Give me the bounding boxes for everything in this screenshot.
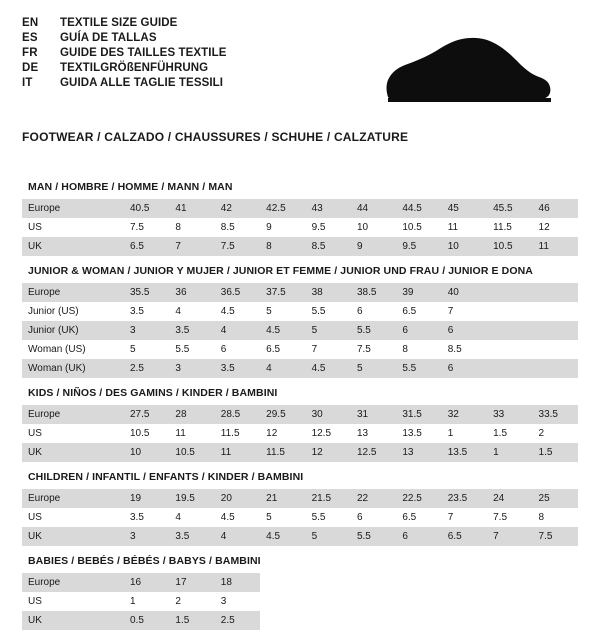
cell: 6 <box>442 321 487 340</box>
cell: 7.5 <box>124 218 169 237</box>
cell: 31.5 <box>396 405 441 424</box>
cell <box>533 611 578 630</box>
cell: 5 <box>260 302 305 321</box>
size-table <box>22 573 578 630</box>
cell <box>533 302 578 321</box>
row-label: US <box>22 592 124 611</box>
cell <box>260 573 305 592</box>
cell: 5 <box>306 527 351 546</box>
cell: 1.5 <box>487 424 532 443</box>
cell: 40.5 <box>124 199 169 218</box>
cell: 6 <box>215 340 260 359</box>
cell: 6 <box>442 359 487 378</box>
cell <box>442 592 487 611</box>
cell: 4.5 <box>215 508 260 527</box>
section-title: KIDS / NIÑOS / DES GAMINS / KINDER / BAMBINI <box>28 387 278 399</box>
cell <box>351 592 396 611</box>
cell: 2.5 <box>215 611 260 630</box>
table-row <box>22 405 578 424</box>
cell: 33.5 <box>533 405 578 424</box>
cell: 13.5 <box>396 424 441 443</box>
cell: 12 <box>533 218 578 237</box>
cell: 11 <box>169 424 214 443</box>
cell: 12.5 <box>351 443 396 462</box>
cell: 6.5 <box>260 340 305 359</box>
cell: 9 <box>260 218 305 237</box>
cell: 11 <box>533 237 578 256</box>
cell: 20 <box>215 489 260 508</box>
cell: 10.5 <box>124 424 169 443</box>
cell: 6 <box>351 508 396 527</box>
cell: 11.5 <box>260 443 305 462</box>
table-row <box>22 199 578 218</box>
table-row <box>22 340 578 359</box>
cell: 1 <box>124 592 169 611</box>
row-label: US <box>22 508 124 527</box>
cell <box>533 573 578 592</box>
cell: 3.5 <box>124 508 169 527</box>
cell: 42.5 <box>260 199 305 218</box>
row-label: Europe <box>22 283 124 302</box>
cell: 6 <box>351 302 396 321</box>
page-title: FOOTWEAR / CALZADO / CHAUSSURES / SCHUHE / CALZATURE <box>22 130 409 144</box>
cell: 3.5 <box>124 302 169 321</box>
cell: 1 <box>487 443 532 462</box>
cell: 5.5 <box>306 508 351 527</box>
cell <box>260 592 305 611</box>
cell: 8.5 <box>215 218 260 237</box>
cell: 46 <box>533 199 578 218</box>
cell: 6 <box>396 527 441 546</box>
language-row <box>22 63 227 78</box>
section-title: CHILDREN / INFANTIL / ENFANTS / KINDER / BAMBINI <box>28 471 304 483</box>
cell: 7 <box>442 302 487 321</box>
table-row <box>22 443 578 462</box>
page-header <box>22 18 578 116</box>
cell: 3 <box>124 527 169 546</box>
cell: 29.5 <box>260 405 305 424</box>
table-row <box>22 508 578 527</box>
language-code: IT <box>22 77 33 89</box>
cell: 10 <box>351 218 396 237</box>
section-man <box>22 172 578 256</box>
cell <box>533 359 578 378</box>
cell <box>487 573 532 592</box>
cell: 41 <box>169 199 214 218</box>
cell: 38.5 <box>351 283 396 302</box>
cell: 7 <box>169 237 214 256</box>
cell: 36.5 <box>215 283 260 302</box>
language-title: GUIDE DES TAILLES TEXTILE <box>60 47 227 59</box>
cell: 13.5 <box>442 443 487 462</box>
cell: 8 <box>169 218 214 237</box>
cell: 36 <box>169 283 214 302</box>
section-junior-woman <box>22 256 578 378</box>
cell: 38 <box>306 283 351 302</box>
cell: 7.5 <box>487 508 532 527</box>
cell <box>487 321 532 340</box>
table-row <box>22 573 578 592</box>
cell <box>487 611 532 630</box>
cell: 3.5 <box>169 321 214 340</box>
cell: 11 <box>215 443 260 462</box>
row-label: Woman (US) <box>22 340 124 359</box>
cell: 4.5 <box>260 527 305 546</box>
cell: 31 <box>351 405 396 424</box>
cell: 11.5 <box>215 424 260 443</box>
cell: 3.5 <box>169 527 214 546</box>
size-table <box>22 199 578 256</box>
cell: 7 <box>487 527 532 546</box>
cell: 8 <box>260 237 305 256</box>
cell: 24 <box>487 489 532 508</box>
cell: 7 <box>306 340 351 359</box>
cell: 5.5 <box>351 321 396 340</box>
cell: 3.5 <box>215 359 260 378</box>
cell: 11.5 <box>487 218 532 237</box>
cell: 28.5 <box>215 405 260 424</box>
cell: 4 <box>215 527 260 546</box>
cell: 19 <box>124 489 169 508</box>
cell: 22.5 <box>396 489 441 508</box>
cell: 2.5 <box>124 359 169 378</box>
language-row <box>22 18 227 33</box>
language-code: FR <box>22 47 38 59</box>
cell: 5.5 <box>351 527 396 546</box>
table-row <box>22 283 578 302</box>
cell: 8 <box>396 340 441 359</box>
cell <box>396 592 441 611</box>
dress-shoe-icon <box>370 30 560 116</box>
cell: 45.5 <box>487 199 532 218</box>
cell: 30 <box>306 405 351 424</box>
cell: 1.5 <box>169 611 214 630</box>
cell: 16 <box>124 573 169 592</box>
cell: 28 <box>169 405 214 424</box>
cell: 4 <box>169 508 214 527</box>
cell: 22 <box>351 489 396 508</box>
cell: 13 <box>396 443 441 462</box>
cell <box>533 283 578 302</box>
section-babies <box>22 546 578 630</box>
table-row <box>22 489 578 508</box>
cell <box>487 302 532 321</box>
cell: 2 <box>533 424 578 443</box>
language-title: TEXTILGRÖßENFÜHRUNG <box>60 62 209 74</box>
cell: 6 <box>396 321 441 340</box>
row-label: US <box>22 218 124 237</box>
cell <box>533 592 578 611</box>
cell: 4 <box>169 302 214 321</box>
table-row <box>22 359 578 378</box>
cell: 4.5 <box>306 359 351 378</box>
section-title: MAN / HOMBRE / HOMME / MANN / MAN <box>28 181 233 193</box>
cell: 10.5 <box>487 237 532 256</box>
language-code: DE <box>22 62 39 74</box>
section-title: JUNIOR & WOMAN / JUNIOR Y MUJER / JUNIOR ET FEMME / JUNIOR UND FRAU / JUNIOR E DONA <box>28 265 533 277</box>
row-label: Europe <box>22 199 124 218</box>
cell: 8.5 <box>306 237 351 256</box>
language-title: GUIDA ALLE TAGLIE TESSILI <box>60 77 224 89</box>
cell: 4 <box>215 321 260 340</box>
cell: 5.5 <box>169 340 214 359</box>
cell: 37.5 <box>260 283 305 302</box>
cell <box>442 611 487 630</box>
row-label: Europe <box>22 405 124 424</box>
cell: 7.5 <box>215 237 260 256</box>
language-title-list <box>22 18 227 93</box>
cell <box>351 573 396 592</box>
cell: 5 <box>351 359 396 378</box>
cell <box>351 611 396 630</box>
cell: 9.5 <box>306 218 351 237</box>
cell: 5 <box>260 508 305 527</box>
size-table <box>22 283 578 378</box>
cell: 9.5 <box>396 237 441 256</box>
cell: 23.5 <box>442 489 487 508</box>
cell: 9 <box>351 237 396 256</box>
cell: 3 <box>124 321 169 340</box>
cell: 11 <box>442 218 487 237</box>
cell <box>306 592 351 611</box>
row-label: UK <box>22 527 124 546</box>
language-code: EN <box>22 17 39 29</box>
cell <box>533 321 578 340</box>
size-table <box>22 489 578 546</box>
table-row <box>22 321 578 340</box>
size-table <box>22 405 578 462</box>
row-label: Europe <box>22 573 124 592</box>
cell: 10 <box>124 443 169 462</box>
cell: 1.5 <box>533 443 578 462</box>
table-row <box>22 237 578 256</box>
cell: 25 <box>533 489 578 508</box>
cell: 7.5 <box>533 527 578 546</box>
language-title: TEXTILE SIZE GUIDE <box>60 17 178 29</box>
row-label: UK <box>22 611 124 630</box>
cell: 10.5 <box>396 218 441 237</box>
cell: 12 <box>306 443 351 462</box>
cell: 45 <box>442 199 487 218</box>
cell: 27.5 <box>124 405 169 424</box>
cell: 6.5 <box>124 237 169 256</box>
cell: 40 <box>442 283 487 302</box>
row-label: Junior (UK) <box>22 321 124 340</box>
language-code: ES <box>22 32 38 44</box>
cell: 12.5 <box>306 424 351 443</box>
table-row <box>22 592 578 611</box>
cell: 6.5 <box>396 302 441 321</box>
table-row <box>22 218 578 237</box>
cell <box>533 340 578 359</box>
cell: 4 <box>260 359 305 378</box>
cell: 8.5 <box>442 340 487 359</box>
cell: 39 <box>396 283 441 302</box>
section-title: BABIES / BEBÉS / BÉBÉS / BABYS / BAMBINI <box>28 555 261 567</box>
cell: 33 <box>487 405 532 424</box>
cell: 43 <box>306 199 351 218</box>
cell <box>260 611 305 630</box>
row-label: UK <box>22 443 124 462</box>
cell <box>396 573 441 592</box>
cell <box>487 592 532 611</box>
cell: 32 <box>442 405 487 424</box>
cell: 0.5 <box>124 611 169 630</box>
table-row <box>22 424 578 443</box>
cell: 10.5 <box>169 443 214 462</box>
row-label: Europe <box>22 489 124 508</box>
cell: 17 <box>169 573 214 592</box>
row-label: UK <box>22 237 124 256</box>
cell: 7 <box>442 508 487 527</box>
cell <box>487 359 532 378</box>
cell <box>442 573 487 592</box>
table-row <box>22 611 578 630</box>
cell: 5 <box>124 340 169 359</box>
section-children <box>22 462 578 546</box>
cell: 3 <box>169 359 214 378</box>
cell: 6.5 <box>396 508 441 527</box>
language-title: GUÍA DE TALLAS <box>60 32 157 44</box>
cell <box>306 611 351 630</box>
language-row <box>22 78 227 93</box>
cell: 21.5 <box>306 489 351 508</box>
cell <box>306 573 351 592</box>
row-label: US <box>22 424 124 443</box>
cell: 5.5 <box>306 302 351 321</box>
cell: 6.5 <box>442 527 487 546</box>
cell: 13 <box>351 424 396 443</box>
cell: 44 <box>351 199 396 218</box>
cell: 4.5 <box>215 302 260 321</box>
cell: 5 <box>306 321 351 340</box>
cell: 3 <box>215 592 260 611</box>
cell: 44.5 <box>396 199 441 218</box>
table-row <box>22 302 578 321</box>
language-row <box>22 33 227 48</box>
cell <box>396 611 441 630</box>
cell: 12 <box>260 424 305 443</box>
cell: 2 <box>169 592 214 611</box>
cell: 35.5 <box>124 283 169 302</box>
language-row <box>22 48 227 63</box>
cell: 10 <box>442 237 487 256</box>
cell <box>487 283 532 302</box>
section-kids <box>22 378 578 462</box>
cell: 42 <box>215 199 260 218</box>
cell: 18 <box>215 573 260 592</box>
cell: 21 <box>260 489 305 508</box>
cell: 19.5 <box>169 489 214 508</box>
cell: 4.5 <box>260 321 305 340</box>
table-row <box>22 527 578 546</box>
size-sections <box>22 172 578 630</box>
row-label: Junior (US) <box>22 302 124 321</box>
cell <box>487 340 532 359</box>
cell: 1 <box>442 424 487 443</box>
cell: 7.5 <box>351 340 396 359</box>
cell: 8 <box>533 508 578 527</box>
cell: 5.5 <box>396 359 441 378</box>
row-label: Woman (UK) <box>22 359 124 378</box>
